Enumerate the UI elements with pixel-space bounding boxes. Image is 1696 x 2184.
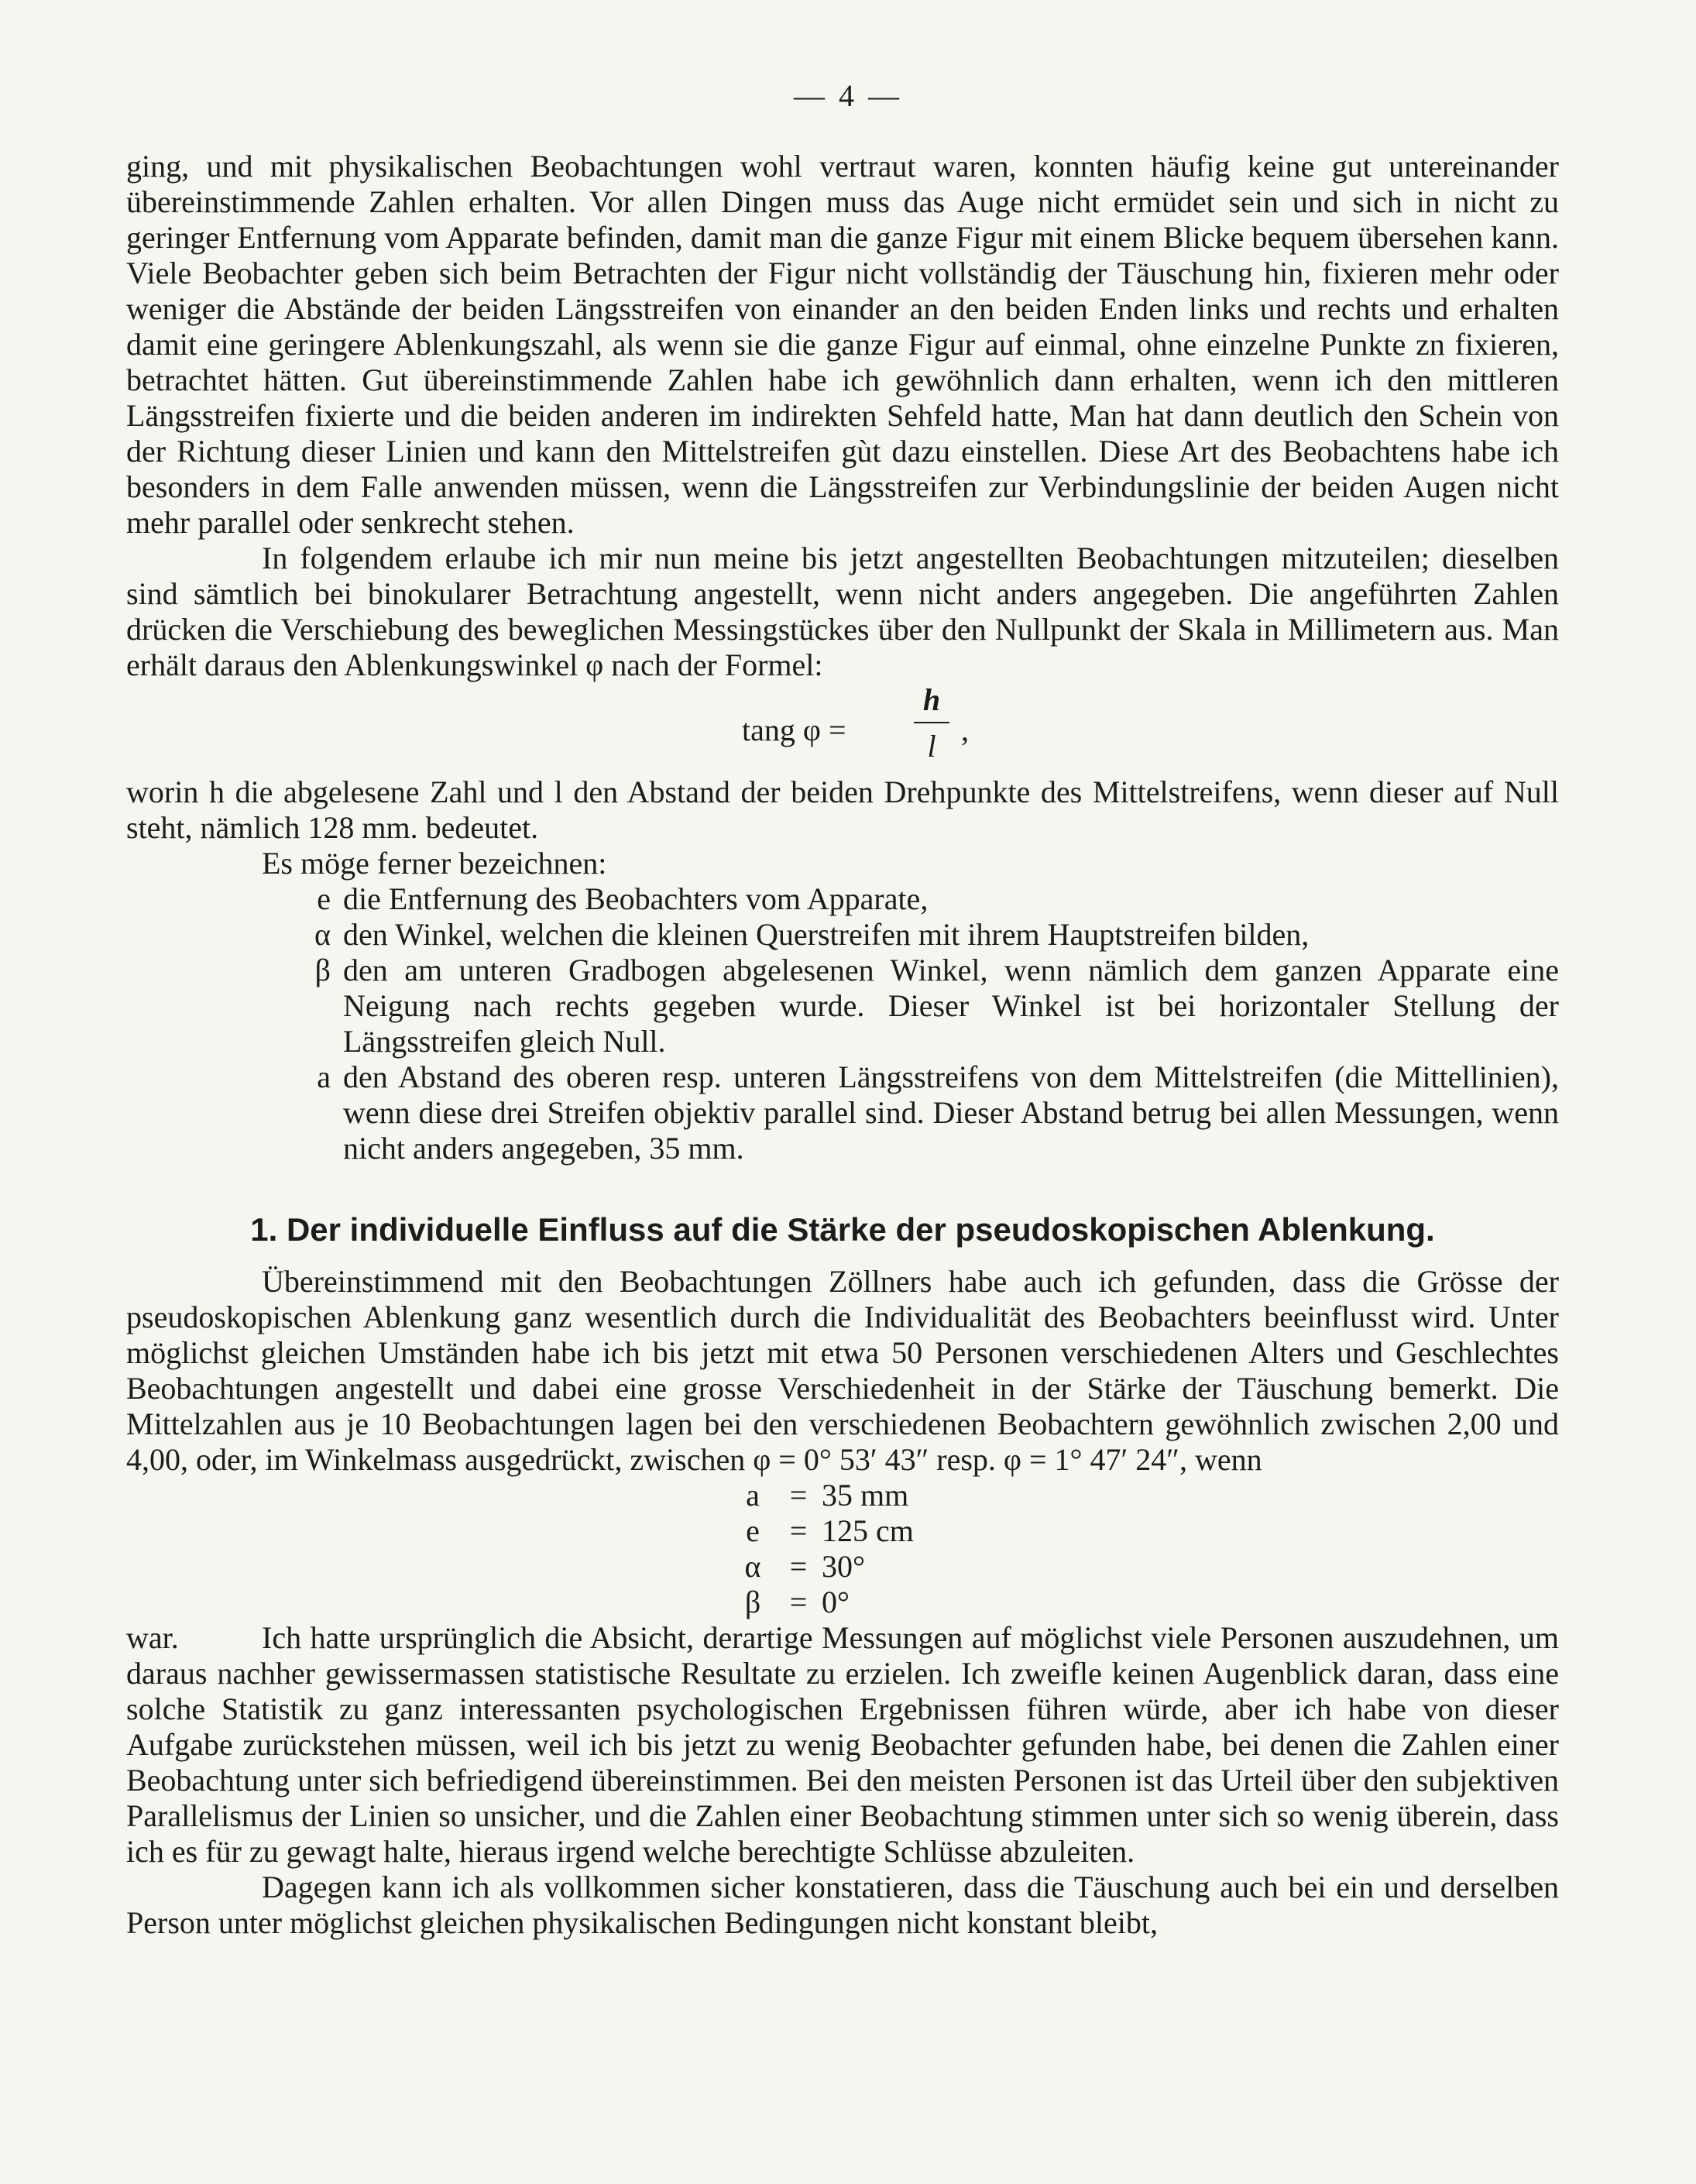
section-heading: 1. Der individuelle Einfluss auf die Stärke der pseudoskopischen Ablenkung.: [250, 1211, 1435, 1248]
definition-item: [126, 881, 1559, 917]
condition-key: e: [746, 1513, 760, 1548]
condition-key: α: [744, 1549, 761, 1584]
paragraph-5: Übereinstimmend mit den Beobachtungen Zöllners habe auch ich gefunden, dass die Grösse der pseudoskopischen Ablenkung ganz wesentlich durch die Individualität des Beobachters beeinflusst wird. Unter möglichst gleichen Umständen habe ich bis jetzt mit etwa 50 Personen verschiedenen Alters und Geschlechtes Beobachtungen angestellt und dabei eine grosse Verschiedenheit in der Stärke der Täuschung bemerkt. Die Mittelzahlen aus je 10 Beobachtungen lagen bei den verschiedenen Beobachtern gewöhnlich zwischen 2,00 und 4,00, oder, im Winkelmass ausgedrückt, zwischen φ = 0° 53′ 43″ resp. φ = 1° 47′ 24″, wenn: [126, 1264, 1559, 1477]
condition-key: a: [746, 1478, 760, 1513]
formula-fraction: [901, 683, 963, 764]
condition-row: [730, 1478, 1118, 1513]
condition-value: 125 cm: [822, 1513, 914, 1548]
fraction-bar: [914, 722, 949, 723]
paragraph-6: Ich hatte ursprünglich die Absicht, derartige Messungen auf möglichst viele Personen auszudehnen, um daraus nachher gewissermassen statistische Resultate zu erzielen. Ich zweifle keinen Augenblick daran, dass eine solche Statistik zu ganz interessanten psychologischen Ergebnissen führen würde, aber ich habe von dieser Aufgabe zurückstehen müssen, weil ich bis jetzt zu wenig Beobachter gefunden habe, bei denen die Zahlen einer Beobachtung unter sich befriedigend übereinstimmen. Bei den meisten Personen ist das Urteil über den subjektiven Parallelismus der Linien so unsicher, und die Zahlen einer Beobachtung stimmen unter sich so wenig überein, dass ich es für zu gewagt halte, hieraus irgend welche berechtigte Schlüsse abzuleiten.: [126, 1620, 1559, 1869]
definition-text: die Entfernung des Beobachters vom Apparate,: [343, 881, 929, 916]
condition-value: 30°: [822, 1549, 865, 1584]
definition-item: [126, 953, 1559, 1059]
condition-row: [730, 1549, 1118, 1585]
condition-row: [730, 1585, 1118, 1620]
paragraph-3: worin h die abgelesene Zahl und l den Abstand der beiden Drehpunkte des Mittelstreifens, wenn dieser auf Null steht, nämlich 128 mm. bedeutet.: [126, 774, 1559, 845]
definition-text: den Abstand des oberen resp. unteren Längsstreifens von dem Mittelstreifen (die Mittellinien), wenn diese drei Streifen objektiv parallel sind. Dieser Abstand betrug bei allen Messungen, wenn nicht anders angegeben, 35 mm.: [343, 1059, 1559, 1166]
condition-key: β: [744, 1585, 761, 1619]
condition-equals: =: [789, 1549, 808, 1584]
paragraph-1: ging, und mit physikalischen Beobachtungen wohl vertraut waren, konnten häufig keine gut untereinander übereinstimmende Zahlen erhalten. Vor allen Dingen muss das Auge nicht ermüdet sein und sich in nicht zu geringer Entfernung vom Apparate befinden, damit man die ganze Figur mit einem Blicke bequem übersehen kann. Viele Beobachter geben sich beim Betrachten der Figur nicht vollständig der Täuschung hin, fixieren mehr oder weniger die Abstände der beiden Längsstreifen von einander an den beiden Enden links und rechts und erhalten damit eine geringere Ablenkungszahl, als wenn sie die ganze Figur auf einmal, ohne einzelne Punkte zn fixieren, betrachtet hätten. Gut übereinstimmende Zahlen habe ich gewöhnlich dann erhalten, wenn ich den mittleren Längsstreifen fixierte und die beiden anderen im indirekten Sehfeld hatte, Man hat dann deutlich den Schein von der Richtung dieser Linien und kann den Mittelstreifen gùt dazu einstellen. Diese Art des Beobachtens habe ich besonders in dem Falle anwenden müssen, wenn die Längsstreifen zur Verbindungslinie der beiden Augen nicht mehr parallel oder senkrecht stehen.: [126, 149, 1559, 540]
condition-equals: =: [789, 1513, 808, 1548]
definition-symbol: e: [317, 881, 331, 916]
formula-lhs: tang φ =: [742, 713, 846, 747]
tangent-formula: [126, 683, 1559, 774]
page-number: — 4 —: [794, 78, 902, 113]
paragraph-7: Dagegen kann ich als vollkommen sicher konstatieren, dass die Täuschung auch bei ein und derselben Person unter möglichst gleichen physikalischen Bedingungen nicht konstant bleibt,: [126, 1870, 1559, 1940]
condition-equals: =: [789, 1478, 808, 1513]
definition-item: [126, 1059, 1559, 1166]
paragraph-2: In folgendem erlaube ich mir nun meine bis jetzt angestellten Beobachtungen mitzuteilen; dieselben sind sämtlich bei binokularer Betrachtung angestellt, wenn nicht anders angegeben. Die angeführten Zahlen drücken die Verschiebung des beweglichen Messingstückes über den Nullpunkt der Skala in Millimetern aus. Man erhält daraus den Ablenkungswinkel φ nach der Formel:: [126, 541, 1559, 682]
definition-item: [126, 917, 1559, 953]
formula-comma: ,: [961, 713, 969, 747]
definition-symbol: a: [317, 1059, 331, 1094]
war-word: war.: [126, 1620, 179, 1655]
definition-list: [126, 881, 1559, 1166]
condition-equals: =: [789, 1585, 808, 1619]
condition-value: 35 mm: [822, 1478, 909, 1513]
definition-text: den am unteren Gradbogen abgelesenen Winkel, wenn nämlich dem ganzen Apparate eine Neigung nach rechts gegeben wurde. Dieser Winkel ist bei horizontaler Stellung der Längsstreifen gleich Null.: [343, 953, 1559, 1059]
formula-numerator: h: [922, 682, 941, 717]
page-body: [126, 149, 1559, 1941]
conditions-table: [126, 1478, 1559, 1655]
definition-text: den Winkel, welchen die kleinen Querstreifen mit ihrem Hauptstreifen bilden,: [343, 917, 1310, 952]
condition-row: [730, 1513, 1118, 1549]
condition-value: 0°: [822, 1585, 850, 1619]
definition-symbol: α: [314, 917, 331, 952]
definition-symbol: β: [314, 953, 331, 987]
paragraph-4: Es möge ferner bezeichnen:: [262, 846, 607, 881]
formula-denominator: l: [927, 729, 936, 764]
